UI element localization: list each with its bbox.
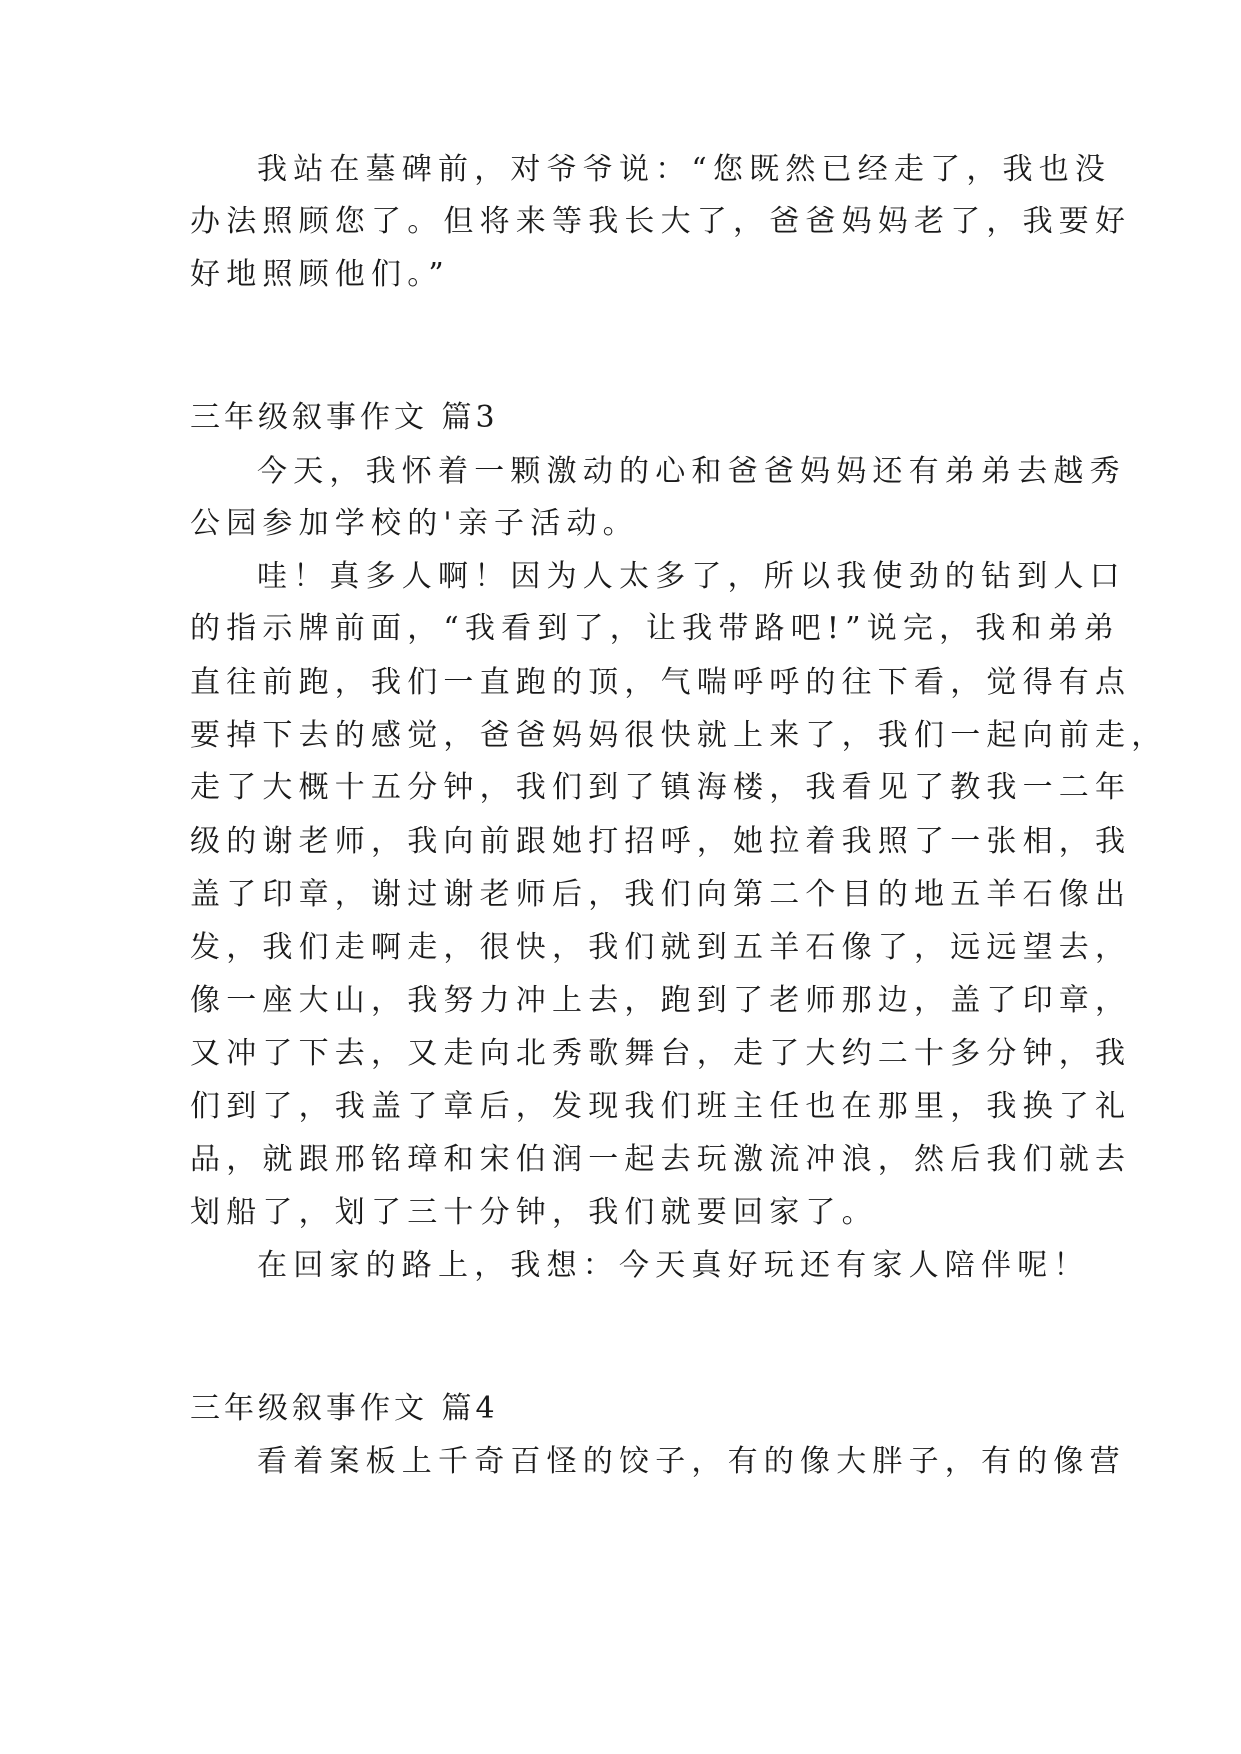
text-line: 好地照顾他们。” bbox=[190, 257, 450, 292]
text-line: 今天，我怀着一颗激动的心和爸爸妈妈还有弟弟去越秀 bbox=[257, 454, 1126, 489]
section-heading: 三年级叙事作文 篇4 bbox=[190, 1391, 499, 1426]
text-line: 像一座大山，我努力冲上去，跑到了老师那边，盖了印章， bbox=[190, 983, 1132, 1018]
section-heading: 三年级叙事作文 篇3 bbox=[190, 400, 499, 435]
text-line: 我站在墓碑前，对爷爷说：“您既然已经走了，我也没 bbox=[257, 152, 1112, 187]
text-line: 直往前跑，我们一直跑的顶，气喘呼呼的往下看，觉得有点 bbox=[190, 665, 1132, 700]
text-line: 们到了，我盖了章后，发现我们班主任也在那里，我换了礼 bbox=[190, 1089, 1132, 1124]
text-line: 的指示牌前面，“我看到了，让我带路吧!”说完，我和弟弟 bbox=[190, 611, 1121, 646]
text-line: 走了大概十五分钟，我们到了镇海楼，我看见了教我一二年 bbox=[190, 770, 1132, 805]
text-line: 哇！真多人啊！因为人太多了，所以我使劲的钻到人口 bbox=[257, 559, 1126, 594]
text-line: 公园参加学校的'亲子活动。 bbox=[190, 506, 639, 541]
text-line: 看着案板上千奇百怪的饺子，有的像大胖子，有的像营 bbox=[257, 1444, 1126, 1479]
text-line: 发，我们走啊走，很快，我们就到五羊石像了，远远望去， bbox=[190, 930, 1132, 965]
text-line: 品，就跟邢铭璋和宋伯润一起去玩激流冲浪，然后我们就去 bbox=[190, 1142, 1132, 1177]
text-line: 划船了，划了三十分钟，我们就要回家了。 bbox=[190, 1195, 878, 1230]
text-line: 办法照顾您了。但将来等我长大了，爸爸妈妈老了，我要好 bbox=[190, 204, 1132, 239]
text-line: 盖了印章，谢过谢老师后，我们向第二个目的地五羊石像出 bbox=[190, 877, 1132, 912]
text-line: 在回家的路上，我想：今天真好玩还有家人陪伴呢！ bbox=[257, 1248, 1090, 1283]
text-line: 又冲了下去，又走向北秀歌舞台，走了大约二十多分钟，我 bbox=[190, 1036, 1132, 1071]
text-line: 要掉下去的感觉，爸爸妈妈很快就上来了，我们一起向前走， bbox=[190, 718, 1168, 753]
text-line: 级的谢老师，我向前跟她打招呼，她拉着我照了一张相，我 bbox=[190, 824, 1132, 859]
